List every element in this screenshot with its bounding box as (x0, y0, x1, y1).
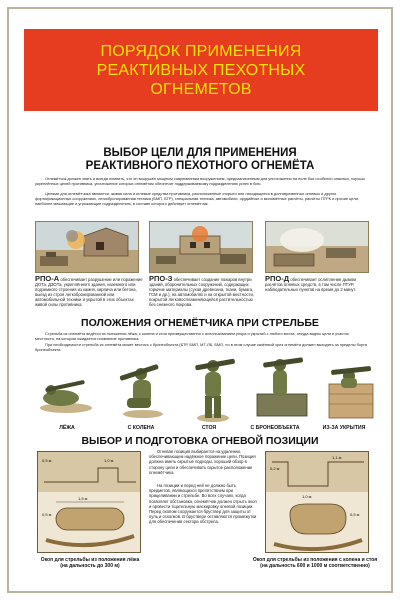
kneeling-soldier-figure (119, 364, 163, 418)
section1-intro: Огнемётчик должен знать и всегда помнить, что он вооружён мощным современным вооружением, предназначенным для уничтожения на поле боя особенно опасных, хорошо укреплённых целей противника, уничтожение которых огнемётом обеспечит поддерживаемому подразделению успех в бою. (35, 176, 365, 186)
position-label-cover: ИЗ-ЗА УКРЫТИЯ (322, 425, 366, 431)
position-label-kneeling: С КОЛЕНА (127, 425, 155, 431)
standing-soldier-figure (195, 359, 235, 422)
firing-positions-figures (31, 354, 376, 424)
rpo-a-label: РПО-А (35, 274, 60, 283)
prone-dim-3: 1,0 м (104, 458, 114, 463)
position-label-prone: ЛЁЖА (59, 425, 75, 431)
prone-trench-caption-line2: (на дальность до 300 м) (60, 563, 120, 569)
section2-armor-note: При необходимости стрельба из огнемёта может вестись с бронеобъекта (БТР, БМП, МТ-ЛБ, БМО, но в этом случае казённый срез огнемёта должен выходить за пределы борта бронеобъекта (35, 342, 367, 352)
kneeling-dim-1: 1,1 м (332, 455, 342, 460)
rpo-a-caption (35, 276, 143, 307)
prone-trench-caption-line1: Окоп для стрельбы из положения лёжа (40, 557, 140, 563)
kneeling-trench-caption-line2: (на дальность 600 и 1000 м соответственно) (260, 563, 370, 569)
kneeling-dim-2: 0,2 м (270, 466, 280, 471)
prone-dim-4: 0,5 м (42, 512, 52, 517)
rpo-d-label: РПО-Д (265, 274, 290, 283)
kneeling-trench-caption (245, 557, 385, 569)
rpo-z-description: обеспечивает создание пожаров внутри зданий, оборонительных сооружений, содержащих горючие материалы (сухая древесина, ткани, бумага, ГСМ и др.), на автомобилях и на открытой местности, покрытой легковоспламеняющейся растительностью без снежного покрова. (149, 277, 254, 307)
kneeling-trench-caption-line1: Окоп для стрельбы из положения с колена и стоя (252, 557, 378, 563)
section3-title: ВЫБОР И ПОДГОТОВКА ОГНЕВОЙ ПОЗИЦИИ (81, 435, 319, 447)
kneeling-trench-drawing (266, 452, 369, 553)
section1-title-line2: РЕАКТИВНОГО ПЕХОТНОГО ОГНЕМЁТА (85, 160, 315, 172)
section1-title (9, 147, 391, 173)
rpo-d-illustration (265, 221, 369, 273)
rpo-a-scene (36, 222, 139, 273)
prone-soldier-figure (40, 380, 92, 413)
rpo-d-scene (266, 222, 369, 273)
position-requirements: Огневая позиция выбирается на удалении, обеспечивающем надёжное поражение цели. Позиция должна иметь скрытые подходы, хороший обзор в сторону цели и обеспечивать скрытое расположение огнемётчика. (149, 449, 256, 475)
prone-dim-1: 0,5 м (42, 458, 52, 463)
poster-title-line1: ПОРЯДОК ПРИМЕНЕНИЯ (100, 42, 302, 60)
prone-trench-drawing (38, 452, 141, 553)
section1-targets: Целями для огнемётчика являются: живая сила и огневые средства противника, расположенные открыто или находящиеся в долговременных огневых и других фортификационных сооружениях, легкобронированная техника (БМП, БТР), специальная техника, автомобили, орудийные и миномётные расчёты, расчёты ПТРК и прочие цели, наиболее мешающие и угрожающие подразделению, в составе которого действует огнемётчик. (35, 191, 359, 206)
rpo-z-illustration (149, 221, 253, 273)
rpo-a-description: обеспечивает разрушение или поражение ДОТа, ДЗОТа, укреплённого здания, наземного или подземного строения из камня, кирпича или бетона, выезд из строя легкобронированной или автомобильной техники и укрытой в этих объектах живой силы противника. (35, 277, 143, 307)
rpo-d-caption (265, 276, 371, 292)
poster (7, 7, 393, 593)
poster-title-line3: ОГНЕМЕТОВ (150, 80, 252, 98)
kneeling-dim-3: 1,0 м (302, 494, 312, 499)
header-banner (24, 29, 378, 111)
cover-soldier-figure (329, 366, 373, 418)
kneeling-dim-4: 0,5 м (350, 512, 360, 517)
rpo-z-label: РПО-З (149, 274, 173, 283)
prone-trench-caption (27, 557, 153, 569)
kneeling-standing-trench-diagram (265, 451, 369, 553)
position-label-standing: СТОЯ (201, 425, 217, 431)
rpo-a-illustration (35, 221, 139, 273)
rpo-z-caption (149, 276, 259, 307)
rpo-z-scene (150, 222, 253, 273)
prone-trench-diagram (37, 451, 141, 553)
poster-title-line2: РЕАКТИВНЫХ ПЕХОТНЫХ (96, 61, 306, 79)
position-preparation: На позиции и перед ней не должно быть предметов, являющихся препятствием при прицеливании и стрельбе. Во всех случаях, когда позволяет обстановка, огнемётчик должен отрыть окоп и провести тщательную маскировку огневой позиции. Перед окопом сооружается бруствер для защиты от пуль и осколков. В бруствере оставляются промежутки для обеспечения сектора обстрела. (149, 483, 257, 525)
rpo-d-description: обеспечивает ослепление дымом расчётов огневых средств, в том числе ПТУР, наблюдательных пунктов на время до 2 минут. (265, 277, 357, 292)
section1-title-line1: ВЫБОР ЦЕЛИ ДЛЯ ПРИМЕНЕНИЯ (103, 147, 297, 159)
vehicle-soldier-figure (257, 357, 307, 416)
section2-intro: Стрельба из огнемёта ведётся из положения лёжа, с колена и стоя преимущественно с использованием упора и укрытий с любого места, откуда видны цели и участок местности, на котором ожидается появление противника. (35, 331, 349, 341)
position-label-vehicle: С БРОНЕОБЪЕКТА (250, 425, 300, 431)
section2-title: ПОЛОЖЕНИЯ ОГНЕМЁТЧИКА ПРИ СТРЕЛЬБЕ (81, 317, 319, 329)
prone-dim-2: 1,5 м (78, 496, 88, 501)
